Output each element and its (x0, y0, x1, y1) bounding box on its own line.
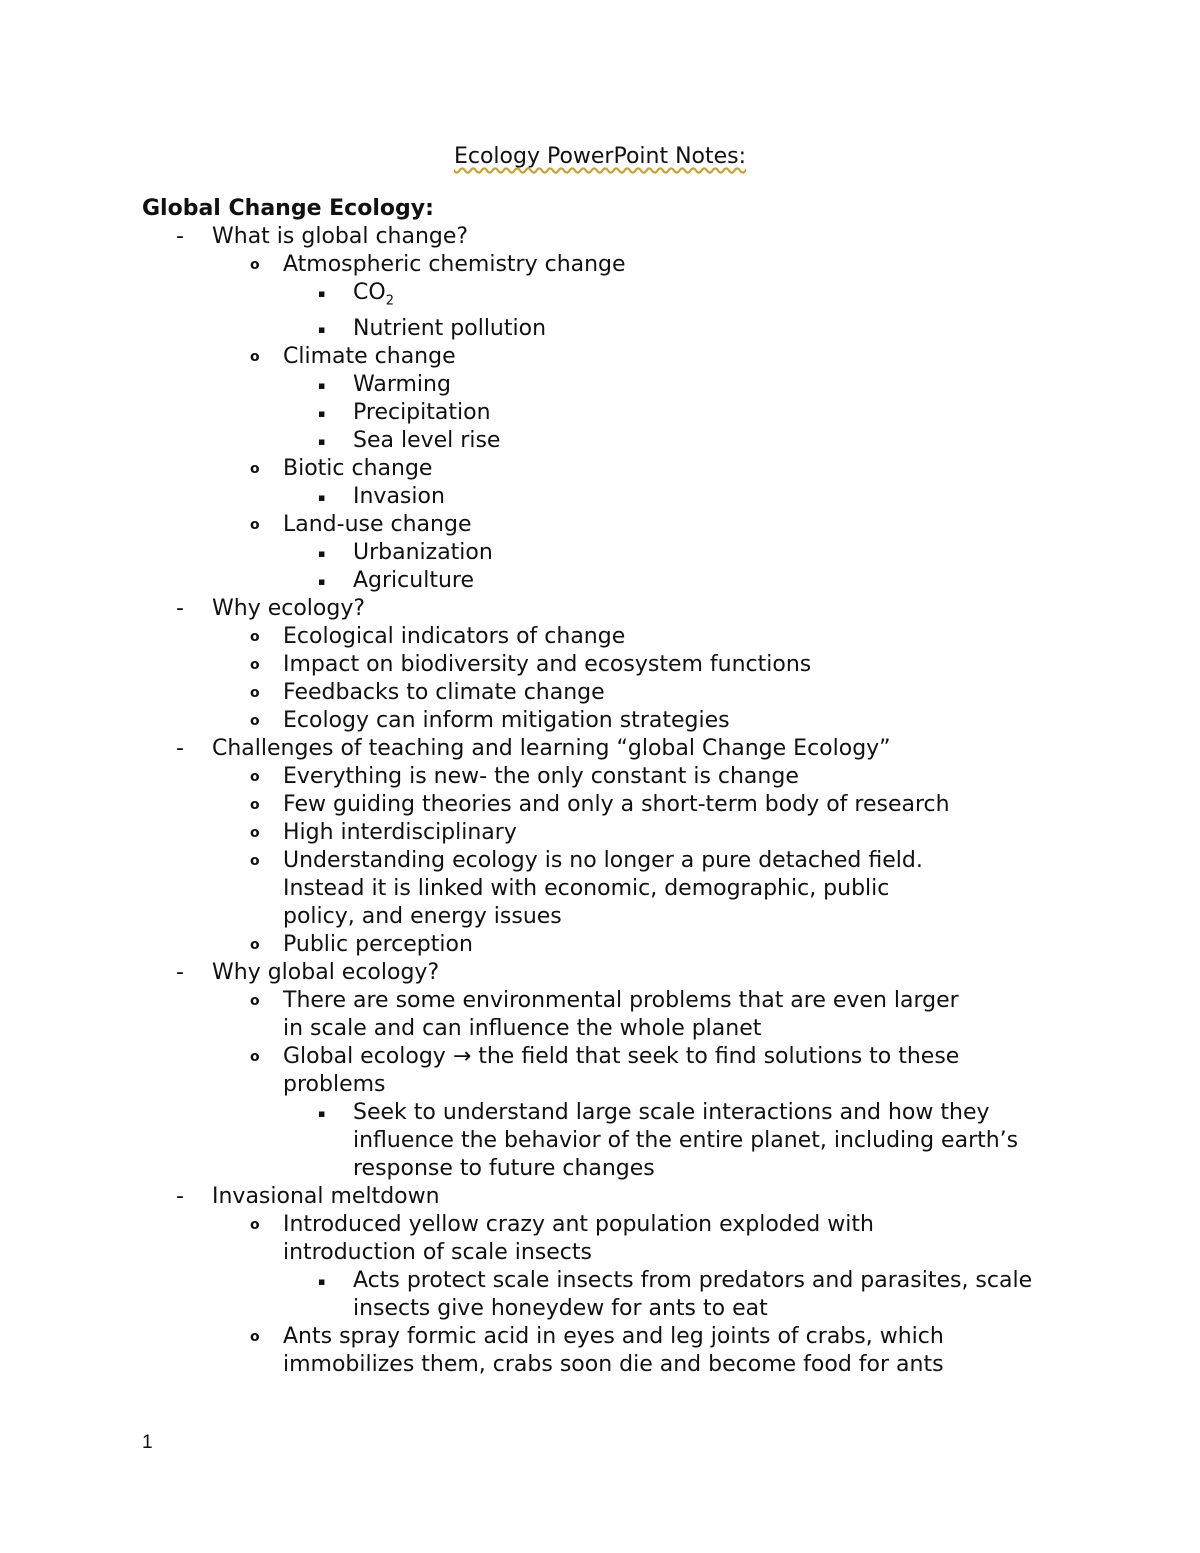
circle-bullet-icon: o (250, 797, 260, 814)
outline-item-level-3 (0, 567, 1200, 595)
square-bullet-icon: ▪ (318, 1275, 326, 1289)
outline-item-text: Few guiding theories and only a short-term body of research (283, 792, 950, 818)
outline-item-level-2 (0, 1211, 1200, 1267)
outline-item-level-1 (0, 595, 1200, 623)
outline-item-level-2 (0, 679, 1200, 707)
dash-bullet-icon: - (176, 224, 184, 249)
outline-item-level-2 (0, 763, 1200, 791)
outline-item-text: Introduced yellow crazy ant population exploded with introduction of scale insects (283, 1212, 874, 1266)
outline-item-level-2 (0, 987, 1200, 1043)
square-bullet-icon: ▪ (318, 407, 326, 421)
outline-item-text: $CO_2$ (353, 280, 394, 309)
outline-item-level-2 (0, 651, 1200, 679)
outline-item-text: Invasional meltdown (212, 1184, 440, 1210)
circle-bullet-icon: o (250, 349, 260, 366)
square-bullet-icon: ▪ (318, 323, 326, 337)
circle-bullet-icon: o (250, 1217, 260, 1234)
circle-bullet-icon: o (250, 257, 260, 273)
outline-item-level-1 (0, 1183, 1200, 1211)
outline-item-level-2 (0, 791, 1200, 819)
outline-item-level-2 (0, 455, 1200, 483)
outline-item-level-3 (0, 1267, 1200, 1323)
notes-outline (0, 223, 1200, 1379)
outline-item-level-2 (0, 1043, 1200, 1099)
outline-item-level-1 (0, 223, 1200, 251)
outline-item-text: Atmospheric chemistry change (283, 252, 626, 277)
outline-item-text: Invasion (353, 484, 445, 510)
outline-item-level-2 (0, 931, 1200, 959)
outline-item-level-3 (0, 315, 1200, 343)
outline-item-text: Why ecology? (212, 596, 366, 622)
outline-item-level-2 (0, 1323, 1200, 1379)
outline-item-text: Challenges of teaching and learning “global Change Ecology” (212, 736, 891, 762)
outline-item-text: Ants spray formic acid in eyes and leg joints of crabs, which immobilizes them, crabs soon die and become food for ants (283, 1324, 944, 1378)
page-number: 1 (142, 1432, 153, 1453)
outline-item-level-1 (0, 959, 1200, 987)
outline-item-level-2 (0, 819, 1200, 847)
outline-item-level-3 (0, 279, 1200, 315)
outline-item-level-2 (0, 847, 1200, 931)
outline-item-level-2 (0, 623, 1200, 651)
circle-bullet-icon: o (250, 853, 260, 870)
outline-item-text: Biotic change (283, 456, 433, 482)
circle-bullet-icon: o (250, 769, 260, 786)
square-bullet-icon: ▪ (318, 575, 326, 589)
circle-bullet-icon: o (250, 993, 260, 1010)
outline-item-text: Feedbacks to climate change (283, 680, 605, 706)
circle-bullet-icon: o (250, 517, 260, 534)
outline-item-text: Agriculture (353, 568, 474, 594)
square-bullet-icon: ▪ (318, 435, 326, 449)
circle-bullet-icon: o (250, 685, 260, 702)
document-title: Ecology PowerPoint Notes: (453, 144, 747, 169)
outline-item-level-1 (0, 735, 1200, 763)
section-heading: Global Change Ecology: (142, 196, 434, 221)
circle-bullet-icon: o (250, 937, 260, 954)
outline-item-level-3 (0, 399, 1200, 427)
outline-item-level-2 (0, 343, 1200, 371)
outline-item-text: Precipitation (353, 400, 491, 426)
outline-item-text: Impact on biodiversity and ecosystem functions (283, 652, 812, 678)
dash-bullet-icon: - (176, 960, 184, 986)
circle-bullet-icon: o (250, 713, 260, 730)
outline-item-level-3 (0, 483, 1200, 511)
outline-item-text: Global ecology → the field that seek to find solutions to these problems (283, 1044, 960, 1098)
square-bullet-icon: ▪ (318, 287, 326, 300)
dash-bullet-icon: - (176, 736, 184, 762)
outline-item-level-3 (0, 539, 1200, 567)
circle-bullet-icon: o (250, 461, 260, 478)
outline-item-text: There are some environmental problems that are even larger in scale and can influence the whole planet (283, 988, 959, 1042)
circle-bullet-icon: o (250, 1049, 260, 1066)
outline-item-level-2 (0, 707, 1200, 735)
outline-item-text: Climate change (283, 344, 456, 370)
outline-item-text: Ecology can inform mitigation strategies (283, 708, 730, 734)
outline-item-text: Urbanization (353, 540, 493, 566)
outline-item-text: High interdisciplinary (283, 820, 517, 846)
outline-item-text: Everything is new- the only constant is change (283, 764, 799, 790)
square-bullet-icon: ▪ (318, 491, 326, 505)
outline-item-text: Land-use change (283, 512, 472, 538)
outline-item-text: Warming (353, 372, 451, 398)
outline-item-level-3 (0, 1099, 1200, 1183)
outline-item-level-2 (0, 251, 1200, 279)
outline-item-text: Acts protect scale insects from predators and parasites, scale insects give honeydew for ants to eat (353, 1268, 1033, 1322)
outline-item-text: Why global ecology? (212, 960, 440, 986)
outline-item-text: Public perception (283, 932, 473, 958)
outline-item-text: Ecological indicators of change (283, 624, 626, 650)
outline-item-level-3 (0, 371, 1200, 399)
circle-bullet-icon: o (250, 825, 260, 842)
circle-bullet-icon: o (250, 657, 260, 674)
circle-bullet-icon: o (250, 629, 260, 646)
square-bullet-icon: ▪ (318, 379, 326, 393)
circle-bullet-icon: o (250, 1329, 260, 1346)
subscript: 2 (385, 293, 394, 309)
square-bullet-icon: ▪ (318, 547, 326, 561)
outline-item-text: Nutrient pollution (353, 316, 547, 342)
outline-item-level-2 (0, 511, 1200, 539)
outline-item-text: Sea level rise (353, 428, 501, 454)
outline-item-text: Seek to understand large scale interactions and how they influence the behavior of the entire planet, including earth’s response to future changes (353, 1100, 1019, 1182)
dash-bullet-icon: - (176, 596, 184, 622)
dash-bullet-icon: - (176, 1184, 184, 1210)
outline-item-text: Understanding ecology is no longer a pure detached field. Instead it is linked with economic, demographic, public policy, and energy issues (283, 848, 923, 930)
outline-item-text: What is global change? (212, 224, 469, 249)
outline-item-level-3 (0, 427, 1200, 455)
square-bullet-icon: ▪ (318, 1107, 326, 1121)
